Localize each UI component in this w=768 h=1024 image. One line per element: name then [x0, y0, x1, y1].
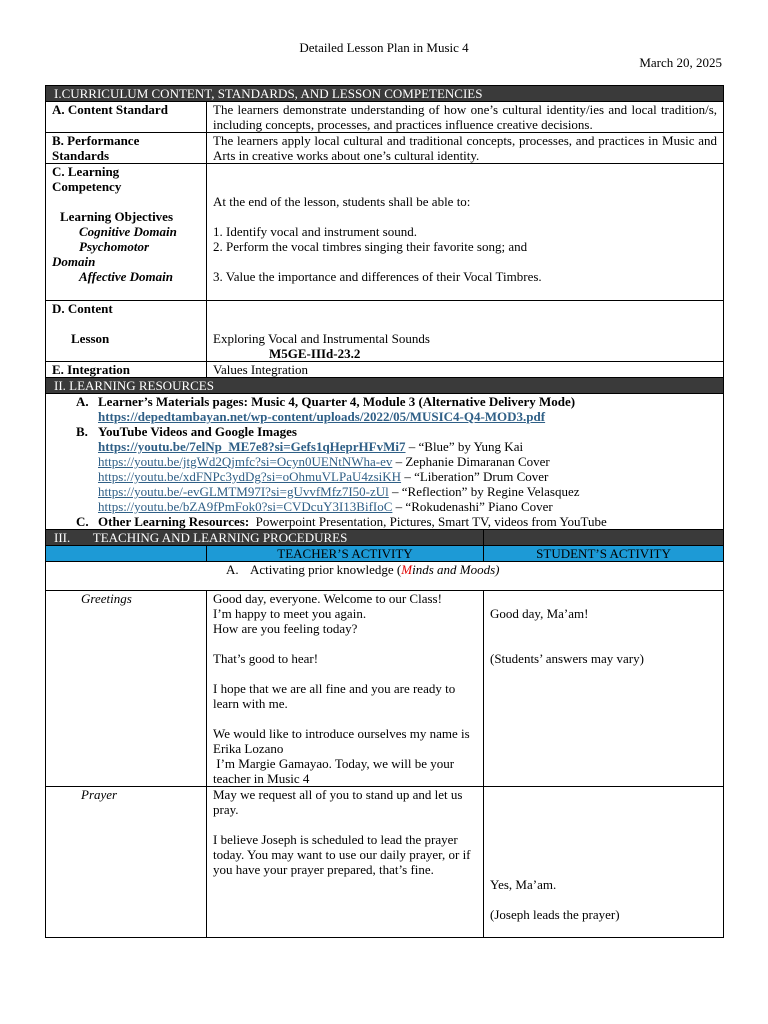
- video-item: [98, 484, 580, 499]
- video-desc: – “Liberation” Drum Cover: [401, 469, 549, 484]
- prayer-label: Prayer: [46, 787, 207, 938]
- integration-label: E. Integration: [46, 362, 207, 378]
- prayer-row: [46, 787, 724, 938]
- teacher-activity-header: TEACHER’S ACTIVITY: [207, 546, 484, 562]
- affective-domain-label: Affective Domain: [79, 269, 173, 284]
- subsection-marker: A.: [226, 562, 239, 577]
- resource-a-link[interactable]: https://depedtambayan.net/wp-content/uploads/2022/05/MUSIC4-Q4-MOD3.pdf: [98, 409, 546, 424]
- video-item: [98, 439, 580, 454]
- video-link[interactable]: https://youtu.be/jtgWd2Qjmfc?si=Ocyn0UENtNWha-ev: [98, 454, 393, 469]
- student-line: Yes, Ma’am.: [490, 877, 557, 892]
- teacher-line: [213, 666, 477, 681]
- video-item: [98, 469, 580, 484]
- objectives-intro: At the end of the lesson, students shall be able to:: [213, 194, 471, 209]
- teacher-line: May we request all of you to stand up and let us pray.: [213, 787, 463, 817]
- section1-header: I.CURRICULUM CONTENT, STANDARDS, AND LESSON COMPETENCIES: [46, 86, 724, 102]
- section2-header: II. LEARNING RESOURCES: [46, 378, 724, 394]
- student-line: [490, 832, 717, 847]
- psychomotor-label-line2: Domain: [52, 254, 96, 269]
- section3-header: III. TEACHING AND LEARNING PROCEDURES: [46, 530, 484, 546]
- video-link[interactable]: https://youtu.be/xdFNPc3ydDg?si=oOhmuVLPaU4zsiKH: [98, 469, 402, 484]
- content-standard-text: The learners demonstrate understanding of how one’s cultural identity/ies and local tradition/s, including concepts, processes, and practices influence creative decisions.: [207, 102, 724, 133]
- greetings-row: [46, 591, 724, 787]
- learning-resources-cell: [46, 394, 724, 530]
- teacher-line: We would like to introduce ourselves my name is Erika Lozano: [213, 726, 470, 756]
- video-link[interactable]: https://youtu.be/-evGLMTM97I?si=gUvvfMfz7I50-zUl: [98, 484, 389, 499]
- student-line: [490, 621, 717, 636]
- prayer-teacher-cell: [207, 787, 484, 938]
- student-line: [490, 636, 717, 651]
- student-line: (Students’ answers may vary): [490, 651, 644, 666]
- teacher-line: I hope that we are all fine and you are ready to learn with me.: [213, 681, 456, 711]
- content-cell: [207, 301, 724, 362]
- objectives-label: Learning Objectives: [60, 209, 174, 224]
- content-label: D. Content: [52, 301, 113, 316]
- performance-label-line1: B. Performance: [52, 133, 140, 148]
- video-desc: – Zephanie Dimaranan Cover: [392, 454, 550, 469]
- resource-b-marker: B.: [76, 424, 88, 439]
- video-item: [98, 499, 580, 514]
- teacher-line: That’s good to hear!: [213, 651, 319, 666]
- video-link[interactable]: https://youtu.be/7elNp_ME7e8?si=Gefs1qHeprHFvMi7: [98, 439, 406, 454]
- objective-2: 2. Perform the vocal timbres singing their favorite song; and: [213, 239, 528, 254]
- resource-c-text: Powerpoint Presentation, Pictures, Smart TV, videos from YouTube: [249, 514, 607, 529]
- resource-c-marker: C.: [76, 514, 89, 529]
- learning-objectives-cell: [207, 164, 724, 301]
- teacher-line: How are you feeling today?: [213, 621, 358, 636]
- teacher-line: I believe Joseph is scheduled to lead the prayer today. You may want to use our daily prayer, or if you have your prayer prepared, that’s fine.: [213, 832, 471, 877]
- competency-label-line1: C. Learning: [52, 164, 120, 179]
- resource-c: [76, 514, 717, 529]
- student-line: [490, 817, 717, 832]
- video-desc: – “Rokudenashi” Piano Cover: [392, 499, 553, 514]
- psychomotor-label-line1: Psychomotor: [79, 239, 150, 254]
- learning-competency-label: [46, 164, 207, 301]
- greetings-teacher-cell: [207, 591, 484, 787]
- video-item: [98, 454, 580, 469]
- student-line: [490, 847, 717, 862]
- student-activity-header: STUDENT’S ACTIVITY: [484, 546, 724, 562]
- subsection-text-before: Activating prior knowledge (: [250, 562, 402, 577]
- greetings-label: Greetings: [46, 591, 207, 787]
- subsection-text-after: inds and Moods): [412, 562, 500, 577]
- section3-header-blank: [484, 530, 724, 546]
- resource-a-marker: A.: [76, 394, 89, 409]
- teacher-line: [213, 636, 477, 651]
- prayer-student-cell: [484, 787, 724, 938]
- resource-b: [76, 424, 717, 514]
- student-line: [490, 787, 717, 802]
- content-standard-label: A. Content Standard: [46, 102, 207, 133]
- resource-b-text: YouTube Videos and Google Images: [98, 424, 297, 439]
- objective-1: 1. Identify vocal and instrument sound.: [213, 224, 417, 239]
- cognitive-domain-label: Cognitive Domain: [79, 224, 177, 239]
- student-line: [490, 862, 717, 877]
- activating-prior-knowledge: [46, 562, 724, 591]
- performance-standards-label: [46, 133, 207, 164]
- activity-header-blank: [46, 546, 207, 562]
- video-link[interactable]: https://youtu.be/bZA9fPmFok0?si=CVDcuY3I13BifIoC: [98, 499, 393, 514]
- teacher-line: I’m happy to meet you again.: [213, 606, 367, 621]
- teacher-line: Good day, everyone. Welcome to our Class!: [213, 591, 442, 606]
- teacher-line: [213, 711, 477, 726]
- teacher-line: [213, 817, 477, 832]
- performance-label-line2: Standards: [52, 148, 110, 163]
- competency-label-line2: Competency: [52, 179, 122, 194]
- lesson-code: M5GE-IIId-23.2: [269, 346, 361, 361]
- document-date: March 20, 2025: [639, 55, 722, 70]
- integration-text: Values Integration: [207, 362, 724, 378]
- greetings-student-cell: [484, 591, 724, 787]
- teacher-line: I’m Margie Gamayao. Today, we will be your teacher in Music 4: [213, 756, 458, 786]
- subsection-text-red: M: [401, 562, 413, 577]
- student-line: Good day, Ma’am!: [490, 606, 589, 621]
- student-line: [490, 802, 717, 817]
- video-desc: – “Blue” by Yung Kai: [405, 439, 524, 454]
- student-line: [490, 892, 717, 907]
- content-label-cell: [46, 301, 207, 362]
- video-desc: – “Reflection” by Regine Velasquez: [388, 484, 580, 499]
- objective-3: 3. Value the importance and differences of their Vocal Timbres.: [213, 269, 542, 284]
- performance-standards-text: The learners apply local cultural and traditional concepts, processes, and practices in Music and Arts in creative works about one’s cultural identity.: [207, 133, 724, 164]
- student-line: (Joseph leads the prayer): [490, 907, 620, 922]
- lesson-label: Lesson: [71, 331, 110, 346]
- student-line: [490, 591, 717, 606]
- lesson-title: Exploring Vocal and Instrumental Sounds: [213, 331, 430, 346]
- resource-c-label: Other Learning Resources:: [98, 514, 250, 529]
- lesson-plan-table: [45, 85, 724, 938]
- resource-a-text: Learner’s Materials pages: Music 4, Quarter 4, Module 3 (Alternative Delivery Mode): [98, 394, 576, 409]
- document-title: Detailed Lesson Plan in Music 4: [299, 40, 469, 55]
- resource-a: [76, 394, 717, 424]
